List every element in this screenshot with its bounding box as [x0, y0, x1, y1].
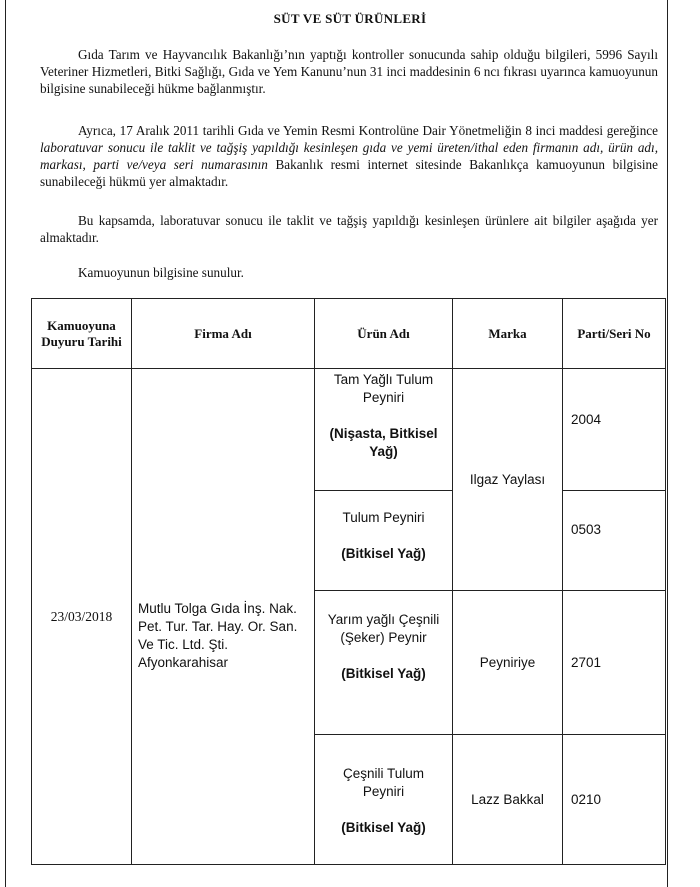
- adulterant: (Bitkisel Yağ): [341, 546, 426, 561]
- brand-name: Lazz Bakkal: [453, 735, 563, 865]
- announcement-date: 23/03/2018: [32, 369, 132, 865]
- table-row: [32, 369, 666, 491]
- lot-number: 2701: [563, 591, 666, 735]
- product-name: Tulum Peyniri: [342, 510, 425, 525]
- brand-name: Peyniriye: [453, 591, 563, 735]
- product-name: Çeşnili Tulum Peyniri: [342, 766, 425, 799]
- lot-number: 0210: [563, 735, 666, 865]
- adulterant: (Bitkisel Yağ): [341, 666, 426, 681]
- product-name: Yarım yağlı Çeşnili (Şeker) Peynir: [327, 612, 440, 645]
- adulterant: (Bitkisel Yağ): [341, 820, 426, 835]
- header-firm: Firma Adı: [132, 299, 315, 369]
- paragraph-regulation-start: Ayrıca, 17 Aralık 2011 tarihli Gıda ve Yemin Resmi Kontrolüne Dair Yönetmeliğin 8 inci maddesi gereğince: [78, 123, 658, 138]
- product-cell: [315, 735, 453, 865]
- lot-number: 0503: [563, 491, 666, 591]
- firm-name: Mutlu Tolga Gıda İnş. Nak. Pet. Tur. Tar. Hay. Or. San. Ve Tic. Ltd. Şti. Afyonkarahisar: [132, 369, 315, 865]
- header-date: Kamuoyuna Duyuru Tarihi: [32, 299, 132, 369]
- adulterant: (Nişasta, Bitkisel Yağ): [329, 426, 438, 459]
- lot-number: 2004: [563, 369, 666, 491]
- product-cell: [315, 369, 453, 491]
- product-cell: [315, 591, 453, 735]
- page-title: SÜT VE SÜT ÜRÜNLERİ: [273, 11, 427, 26]
- product-name: Tam Yağlı Tulum Peyniri: [333, 372, 434, 405]
- paragraph-regulation: [40, 122, 658, 190]
- brand-name: Ilgaz Yaylası: [453, 369, 563, 591]
- products-table: [31, 298, 666, 865]
- header-lot: Parti/Seri No: [563, 299, 666, 369]
- table-header-row: [32, 299, 666, 369]
- paragraph-regulation-end: Bakanlık resmi internet sitesinde Bakanlıkça kamuoyunun bilgisine sunabileceği hükmü yer almaktadır.: [40, 157, 658, 189]
- paragraph-scope: Bu kapsamda, laboratuvar sonucu ile taklit ve tağşiş yapıldığı kesinleşen ürünlere ait bilgiler aşağıda yer almaktadır.: [40, 213, 658, 245]
- paragraph-legal-basis: Gıda Tarım ve Hayvancılık Bakanlığı’nın yaptığı kontroller sonucunda sahip olduğu bilgileri, 5996 Sayılı Veteriner Hizmetleri, Bitki Sağlığı, Gıda ve Yem Kanunu’nun 31 inci maddesinin 6 ncı fıkrası uyarınca kamuoyunun bilgisine sunabileceği hükme bağlanmıştır.: [40, 47, 658, 96]
- paragraph-regulation-italic: laboratuvar sonucu ile taklit ve tağşiş yapıldığı kesinleşen gıda ve yemi üreten/ithal eden firmanın adı, ürün adı, markası, parti ve/veya seri numarasının: [40, 140, 658, 172]
- header-brand: Marka: [453, 299, 563, 369]
- header-product: Ürün Adı: [315, 299, 453, 369]
- paragraph-closing: Kamuoyunun bilgisine sunulur.: [78, 265, 244, 280]
- product-cell: [315, 491, 453, 591]
